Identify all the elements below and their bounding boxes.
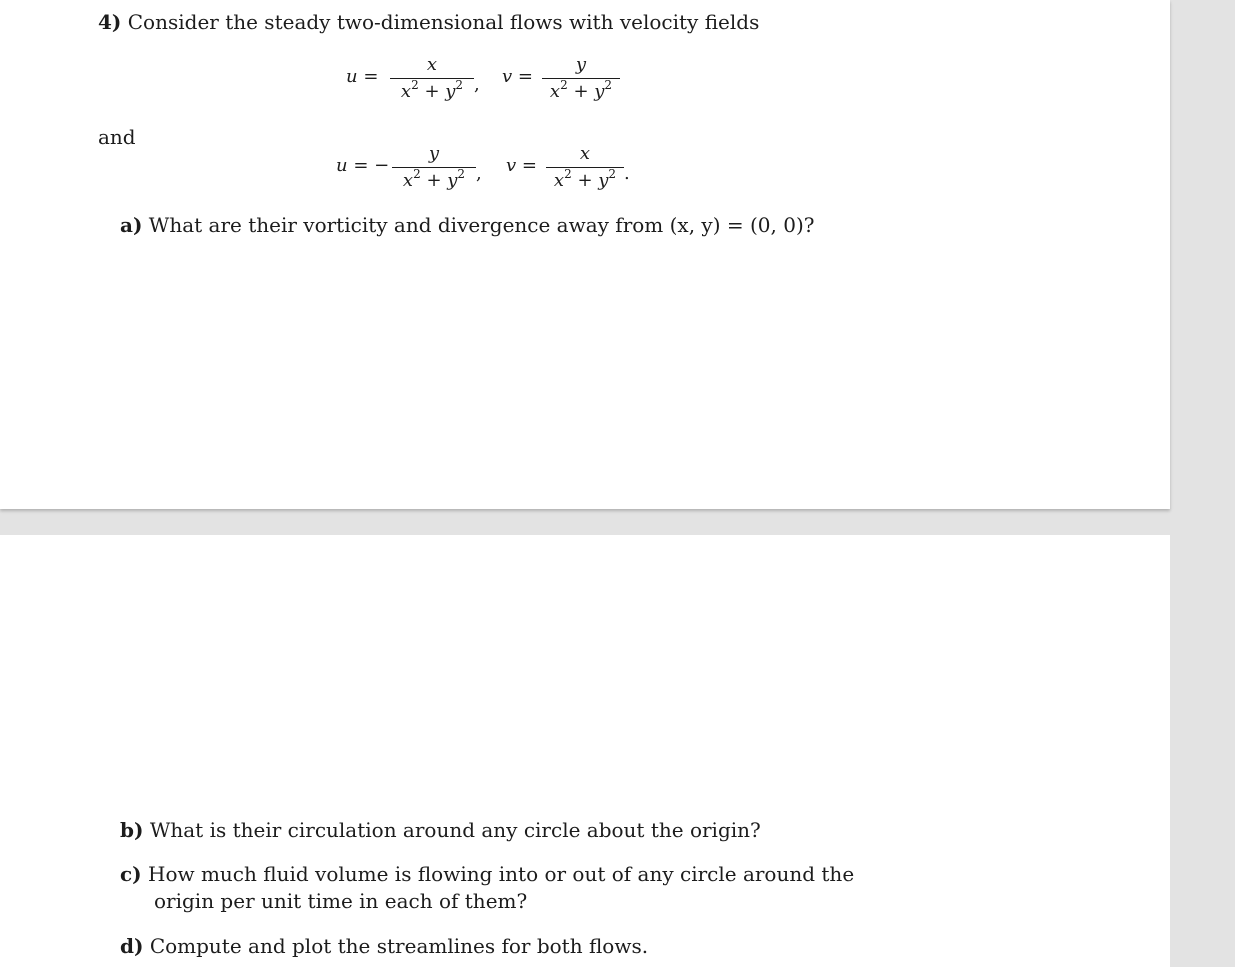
flow2-v-lhs: v = bbox=[506, 155, 537, 176]
document-page-2 bbox=[0, 535, 1170, 967]
part-a-text: What are their vorticity and divergence away from (x, y) = (0, 0)? bbox=[148, 213, 815, 237]
flow2-u-fraction bbox=[392, 142, 476, 193]
flow1-u-denominator: $x^2 + y^2$ bbox=[400, 78, 464, 102]
problem-header bbox=[98, 10, 759, 34]
problem-number: 4) bbox=[98, 10, 122, 34]
flow2-u-denominator: $x^2 + y^2$ bbox=[402, 167, 466, 191]
flow2-v-fraction bbox=[546, 142, 624, 193]
problem-intro: Consider the steady two-dimensional flows with velocity fields bbox=[127, 10, 760, 34]
part-a bbox=[120, 213, 815, 237]
flow1-v-numerator: y bbox=[575, 54, 587, 75]
flow1-v-denominator: $x^2 + y^2$ bbox=[549, 78, 613, 102]
flow1-v-fraction bbox=[542, 53, 620, 104]
flow1-u-numerator: x bbox=[426, 54, 438, 75]
part-a-label: a) bbox=[120, 213, 143, 237]
flow2-v-numerator: x bbox=[579, 143, 591, 164]
part-b-label: b) bbox=[120, 818, 144, 842]
part-c-label: c) bbox=[120, 862, 142, 886]
flow2-v-denominator: $x^2 + y^2$ bbox=[553, 167, 617, 191]
document-page-1: 4) Consider the steady two-dimensional flows with velocity fields u = x $x^2 + y^2$ , v = y $x^2 + y^2$ and u = − y $x^2 + y^2$ , v = x $x^2 + y^2$ . a) What are their vorticity and divergence away from (x, y) = (0, 0)? bbox=[0, 0, 1170, 509]
part-c-text-line2: origin per unit time in each of them? bbox=[154, 889, 528, 913]
part-c-text-line1: How much fluid volume is flowing into or out of any circle around the bbox=[148, 862, 855, 886]
flow1-u-lhs: u = bbox=[346, 66, 379, 87]
connector-and: and bbox=[98, 125, 136, 149]
flow1-v-lhs: v = bbox=[502, 66, 533, 87]
flow2-u-numerator: y bbox=[428, 143, 440, 164]
part-c-continuation bbox=[154, 889, 527, 913]
flow2-u-lhs: u = − bbox=[336, 155, 390, 176]
part-d-label: d) bbox=[120, 934, 144, 958]
part-b-text: What is their circulation around any circle about the origin? bbox=[149, 818, 761, 842]
part-d-text: Compute and plot the streamlines for both flows. bbox=[149, 934, 649, 958]
part-b bbox=[120, 818, 761, 842]
flow1-u-fraction bbox=[390, 53, 474, 104]
part-d bbox=[120, 934, 648, 958]
part-c bbox=[120, 862, 854, 886]
